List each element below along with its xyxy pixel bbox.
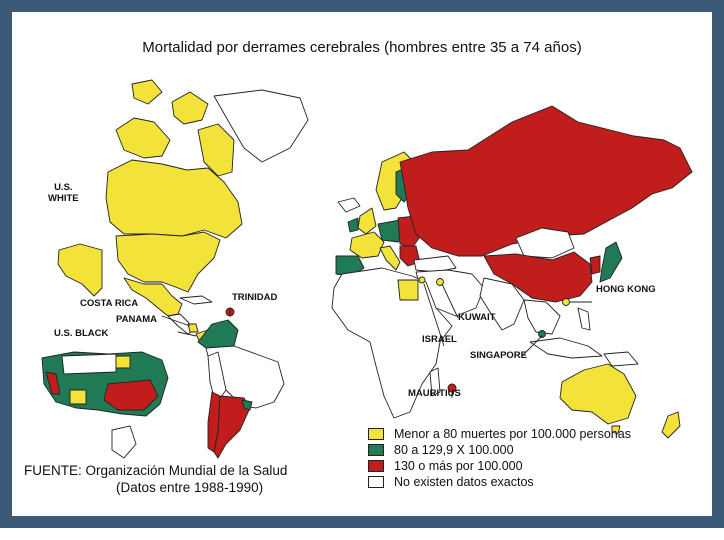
source-line: FUENTE: Organización Mundial de la Salud bbox=[24, 463, 288, 478]
label-kuwait: KUWAIT bbox=[458, 312, 496, 323]
label-panama: PANAMA bbox=[116, 314, 157, 325]
region-turkey bbox=[414, 256, 456, 272]
label-israel: ISRAEL bbox=[422, 334, 457, 345]
region-iceland bbox=[338, 198, 360, 212]
region-arctic-island-3 bbox=[132, 80, 162, 104]
label-us-white: U.S. WHITE bbox=[48, 182, 79, 204]
legend-swatch bbox=[368, 460, 384, 472]
legend-item bbox=[368, 442, 631, 458]
region-egypt bbox=[398, 280, 418, 300]
legend-swatch bbox=[368, 476, 384, 488]
region-korea bbox=[590, 256, 600, 274]
region-alaska bbox=[58, 244, 102, 296]
legend-swatch bbox=[368, 428, 384, 440]
region-new-zealand bbox=[662, 412, 680, 438]
region-italy bbox=[380, 246, 400, 270]
label-mauritius: MAURITIUS bbox=[408, 388, 461, 399]
legend-label: 130 o más por 100.000 bbox=[394, 459, 523, 473]
legend-item bbox=[368, 474, 631, 490]
label-us-black: U.S. BLACK bbox=[54, 328, 109, 339]
region-indonesia bbox=[530, 338, 602, 358]
region-venezuela-colombia bbox=[198, 320, 238, 350]
source-note bbox=[24, 462, 287, 496]
legend-label: No existen datos exactos bbox=[394, 475, 534, 489]
inset-us-black-ny bbox=[116, 356, 130, 368]
label-singapore: SINGAPORE bbox=[470, 350, 528, 361]
label-trinidad: TRINIDAD bbox=[232, 292, 278, 303]
inset-us-black-southwest bbox=[70, 390, 86, 404]
map-legend bbox=[368, 426, 631, 490]
region-japan bbox=[600, 242, 622, 282]
inset-alaska bbox=[112, 426, 136, 458]
region-southeast-asia bbox=[524, 300, 560, 334]
legend-item bbox=[368, 426, 631, 442]
label-hong-kong: HONG KONG bbox=[596, 284, 656, 295]
region-ireland bbox=[348, 218, 358, 232]
region-costa-rica bbox=[188, 324, 198, 332]
map-title: Mortalidad por derrames cerebrales (hombres entre 35 a 74 años) bbox=[142, 39, 582, 56]
marker-hong-kong bbox=[563, 299, 570, 306]
legend-swatch bbox=[368, 444, 384, 456]
region-arctic-island-2 bbox=[172, 92, 208, 124]
label-costa-rica: COSTA RICA bbox=[80, 298, 139, 309]
region-new-guinea bbox=[604, 352, 638, 366]
region-canadian-arctic bbox=[116, 118, 170, 158]
legend-item bbox=[368, 458, 631, 474]
source-dates: (Datos entre 1988-1990) bbox=[116, 480, 264, 495]
legend-label: 80 a 129,9 X 100.000 bbox=[394, 443, 514, 457]
region-france bbox=[350, 232, 384, 258]
region-philippines bbox=[578, 308, 590, 330]
inset-us-black-northcentral bbox=[62, 354, 116, 374]
marker-israel bbox=[419, 277, 425, 283]
legend-label: Menor a 80 muertes por 100.000 personas bbox=[394, 427, 631, 441]
region-cuba bbox=[180, 296, 212, 304]
region-uk bbox=[358, 208, 376, 234]
region-australia bbox=[560, 364, 636, 424]
